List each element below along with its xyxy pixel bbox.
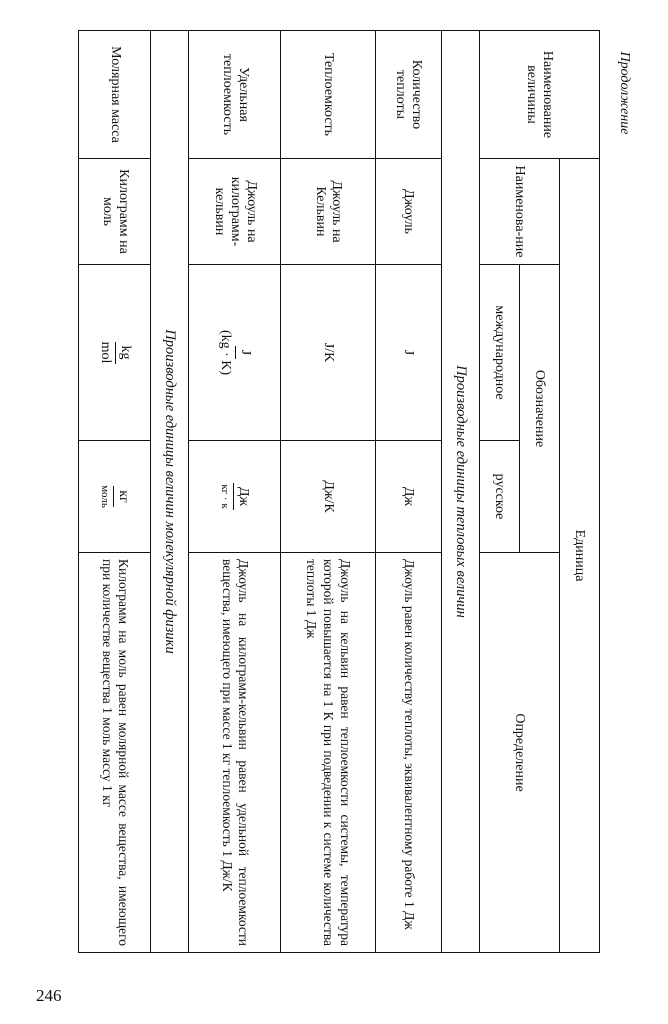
quantity-name-header: Наименование величины xyxy=(480,31,600,159)
header-row-2 xyxy=(520,31,560,953)
unit-name-header: Наименова-ние xyxy=(480,159,560,265)
definition-cell: Джоуль равен количеству теплоты, эквивалентному работе 1 Дж xyxy=(376,553,442,953)
table-row xyxy=(189,31,280,953)
section-row xyxy=(151,31,189,953)
rus-symbol-cell: Дж/К xyxy=(280,441,375,553)
russian-header: русское xyxy=(480,441,520,553)
table-row xyxy=(79,31,151,953)
rus-symbol-cell xyxy=(79,441,151,553)
section-title: Производные единицы тепловых величин xyxy=(441,31,479,953)
quantity-cell: Количество теплоты xyxy=(376,31,442,159)
unit-name-cell: Джоуль на Кельвин xyxy=(280,159,375,265)
units-table xyxy=(78,30,600,953)
page-number: 246 xyxy=(36,986,62,1005)
definition-cell: Килограмм на моль равен молярной массе вещества, имеющего при количестве вещества 1 моль массу 1 кг xyxy=(79,553,151,953)
section-row xyxy=(441,31,479,953)
intl-symbol-cell xyxy=(189,265,280,441)
intl-symbol-cell: J/K xyxy=(280,265,375,441)
fraction-denominator: моль xyxy=(98,485,111,508)
intl-fraction xyxy=(217,326,253,379)
continuation-label xyxy=(612,28,636,158)
header-row-1 xyxy=(560,31,600,953)
rus-fraction xyxy=(99,481,131,512)
definition-cell: Джоуль на килограмм-кельвин равен удельной теплоемкости вещества, имеющего при массе 1 кг теплоемкость 1 Дж/К xyxy=(189,553,280,953)
unit-name-cell: Джоуль xyxy=(376,159,442,265)
section-title: Производные единицы величин молекулярной физики xyxy=(151,31,189,953)
fraction-numerator: kg xyxy=(115,342,133,364)
intl-symbol-cell xyxy=(79,265,151,441)
rus-fraction xyxy=(219,480,251,512)
table-row xyxy=(280,31,375,953)
rus-symbol-cell: Дж xyxy=(376,441,442,553)
designation-header: Обозначение xyxy=(520,265,560,553)
rotated-table-container xyxy=(78,30,600,952)
table-row xyxy=(376,31,442,953)
fraction-denominator: (kg · K) xyxy=(217,329,233,376)
fraction-numerator: кг xyxy=(113,486,131,507)
continuation-text: Продолжение xyxy=(617,51,632,135)
rus-symbol-cell xyxy=(189,441,280,553)
quantity-cell: Удельная теплоемкость xyxy=(189,31,280,159)
quantity-cell: Теплоемкость xyxy=(280,31,375,159)
fraction-numerator: Дж xyxy=(233,483,251,510)
definition-cell: Джоуль на кельвин равен теплоемкости системы, температура которой повышается на 1 К при подведении к системе количества теплоты 1 Дж xyxy=(280,553,375,953)
unit-name-cell: Килограмм на моль xyxy=(79,159,151,265)
international-header: международное xyxy=(480,265,520,441)
intl-fraction xyxy=(97,338,133,368)
unit-header: Единица xyxy=(560,159,600,953)
fraction-denominator: кг · к xyxy=(218,484,231,509)
fraction-denominator: mol xyxy=(97,341,113,364)
quantity-cell: Молярная масса xyxy=(79,31,151,159)
unit-name-cell: Джоуль на килограмм-кельвин xyxy=(189,159,280,265)
intl-symbol-cell: J xyxy=(376,265,442,441)
definition-header: Определение xyxy=(480,553,560,953)
fraction-numerator: J xyxy=(235,346,253,359)
